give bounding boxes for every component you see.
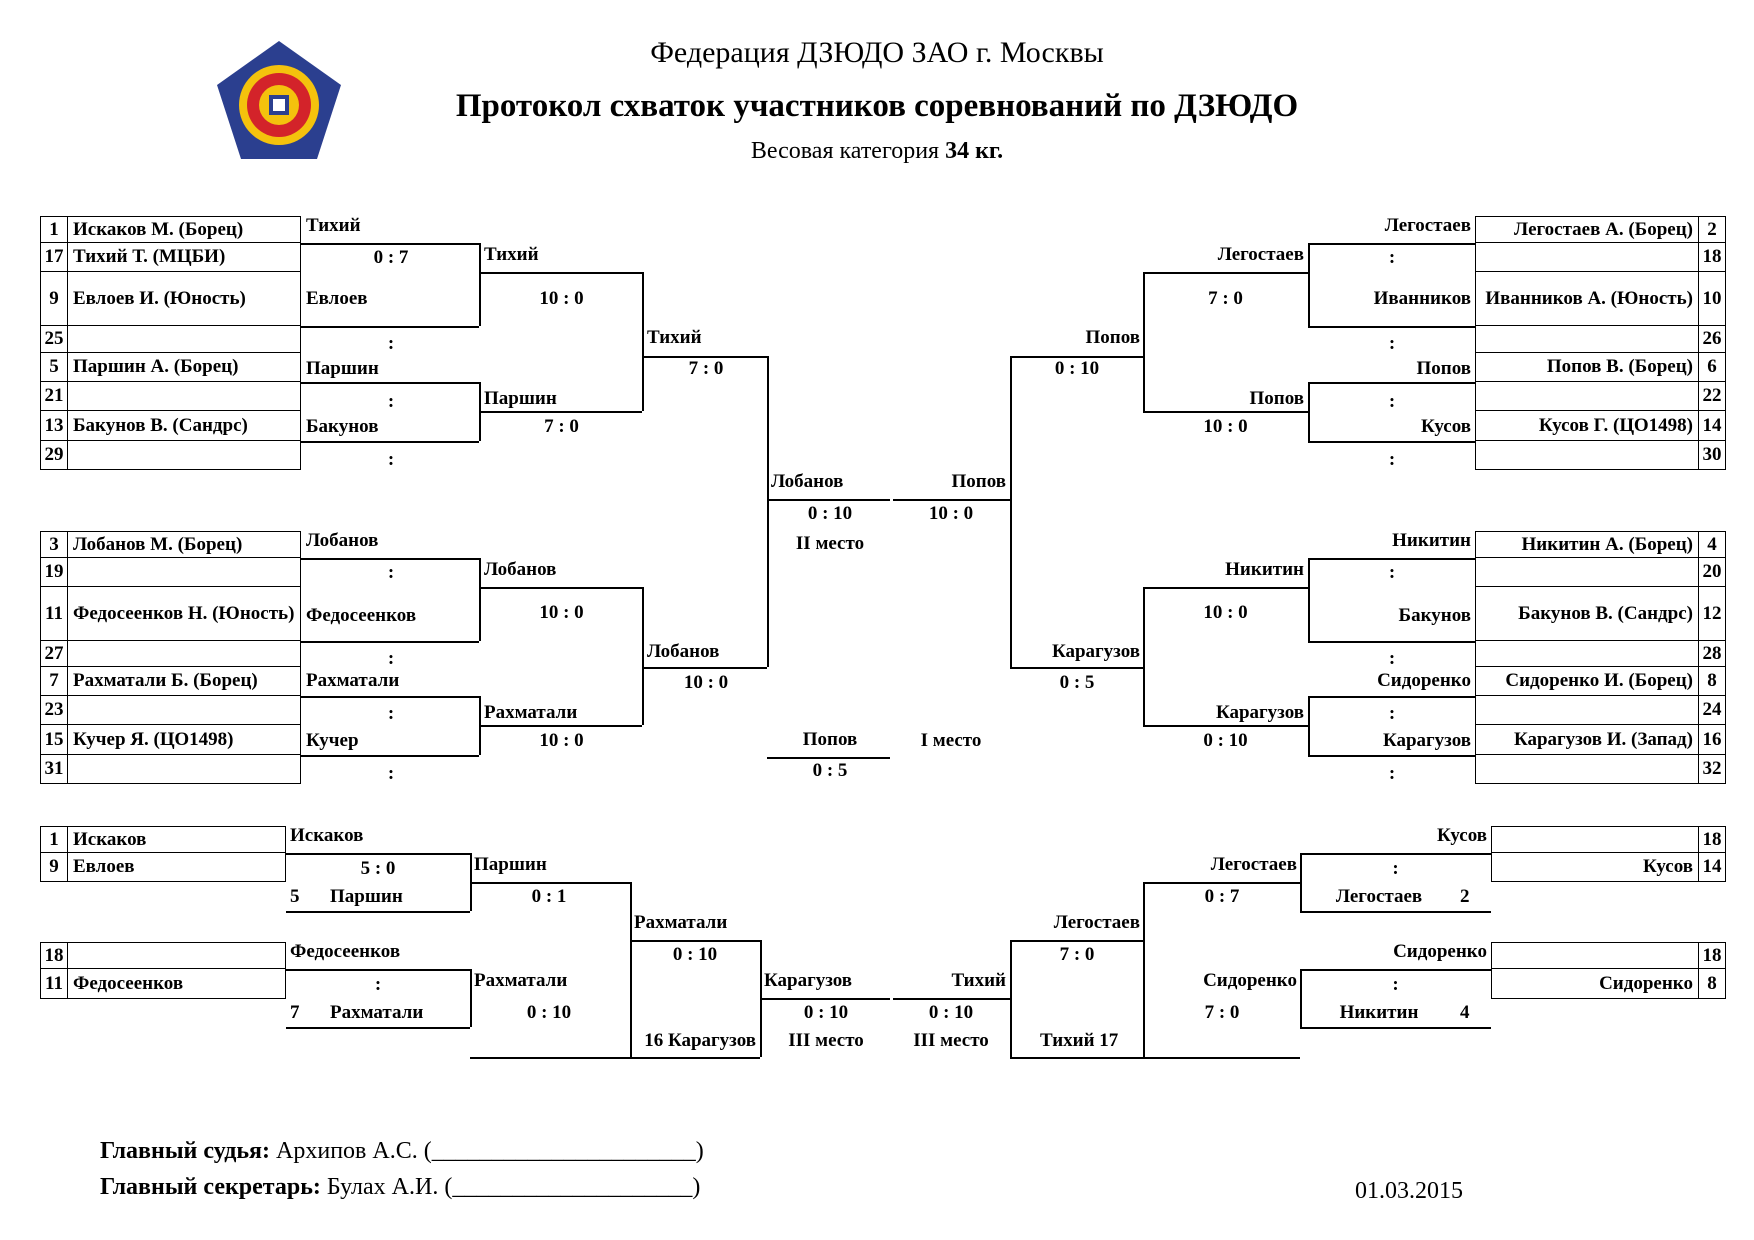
bracket-text: Попов bbox=[1085, 327, 1140, 348]
bracket-text: Кусов bbox=[1437, 825, 1487, 846]
bracket-text: Кучер bbox=[306, 730, 359, 751]
bracket-line bbox=[1143, 725, 1308, 727]
bracket-text: Тихий bbox=[951, 970, 1006, 991]
bracket-text: Кусов bbox=[1421, 416, 1471, 437]
bracket-text: Рахматали bbox=[306, 670, 400, 691]
seed-number: 14 bbox=[1698, 853, 1725, 881]
seed-number: 1 bbox=[41, 217, 68, 242]
seed-number: 18 bbox=[1698, 943, 1725, 968]
seed-number: 28 bbox=[1698, 641, 1725, 666]
participant-name: Кучер Я. (ЦО1498) bbox=[73, 728, 234, 750]
seed-number: 14 bbox=[1698, 411, 1725, 440]
bracket-text: 10 : 0 bbox=[539, 288, 584, 309]
participant-name: Федосеенков bbox=[73, 972, 184, 994]
participant-name: Иванников А. (Юность) bbox=[1485, 287, 1693, 309]
bracket-line bbox=[1300, 1027, 1491, 1029]
seed-number: 16 bbox=[1698, 725, 1725, 754]
bracket-line bbox=[479, 558, 481, 641]
repechage-entry-right bbox=[1491, 969, 1726, 999]
seed-number: 10 bbox=[1698, 272, 1725, 325]
bracket-line bbox=[1143, 587, 1145, 725]
bracket-text: Рахматали bbox=[484, 702, 578, 723]
seed-number: 3 bbox=[41, 532, 68, 557]
bracket-line bbox=[767, 499, 890, 501]
bracket-text: : bbox=[374, 974, 382, 995]
bracket-text: Федосеенков bbox=[290, 941, 401, 962]
bracket-text: : bbox=[1388, 763, 1396, 784]
bracket-line bbox=[479, 411, 642, 413]
seed-number: 30 bbox=[1698, 441, 1725, 469]
bracket-text: 0 : 10 bbox=[672, 944, 718, 965]
bracket-line bbox=[1308, 243, 1475, 245]
bracket-text: Иванников bbox=[1373, 288, 1471, 309]
bracket-text: 0 : 10 bbox=[803, 1002, 849, 1023]
seed-number: 20 bbox=[1698, 558, 1725, 586]
pool-entry-right bbox=[1475, 558, 1726, 587]
bracket-text: : bbox=[387, 648, 395, 669]
pool-entry-left bbox=[40, 641, 301, 667]
seed-number: 19 bbox=[41, 558, 68, 586]
bracket-text: : bbox=[1392, 974, 1399, 995]
participant-name: Кусов Г. (ЦО1498) bbox=[1538, 414, 1693, 436]
seed-number: 11 bbox=[41, 587, 68, 640]
seed-number: 11 bbox=[41, 969, 68, 998]
seed-number: 6 bbox=[1698, 353, 1725, 381]
seed-number: 18 bbox=[41, 943, 68, 968]
bracket-text: 4 bbox=[1460, 1002, 1470, 1023]
participant-name: Тихий Т. (МЦБИ) bbox=[73, 246, 226, 267]
bracket-line bbox=[301, 243, 479, 245]
participant-name: Попов В. (Борец) bbox=[1546, 356, 1693, 377]
bracket-text: 7 : 0 bbox=[688, 358, 724, 379]
bracket-text: Рахматали bbox=[330, 1002, 424, 1023]
bracket-text: : bbox=[1388, 648, 1396, 669]
bracket-line bbox=[1010, 940, 1143, 942]
pool-entry-left bbox=[40, 382, 301, 411]
repechage-entry-left bbox=[40, 969, 286, 999]
participant-name: Евлоев И. (Юность) bbox=[73, 287, 246, 309]
bracket-text: Искаков bbox=[290, 825, 364, 846]
pool-entry-right bbox=[1475, 216, 1726, 243]
pool-entry-right bbox=[1475, 411, 1726, 441]
bracket-text: Рахматали bbox=[474, 970, 568, 991]
bracket-text: II место bbox=[795, 533, 865, 554]
seed-number: 9 bbox=[41, 272, 68, 325]
bracket-text: 7 bbox=[290, 1002, 300, 1023]
participant-name: Рахматали Б. (Борец) bbox=[73, 670, 258, 691]
bracket-text: Легостаев bbox=[1210, 854, 1297, 875]
participant-name: Бакунов В. (Сандрс) bbox=[1518, 602, 1693, 624]
participant-name: Искаков bbox=[73, 828, 147, 850]
seed-number: 12 bbox=[1698, 587, 1725, 640]
participant-name: Паршин А. (Борец) bbox=[73, 356, 239, 377]
pool-entry-right bbox=[1475, 531, 1726, 558]
bracket-text: 10 : 0 bbox=[683, 672, 729, 693]
seed-number: 4 bbox=[1698, 532, 1725, 557]
bracket-line bbox=[1143, 882, 1300, 884]
bracket-line bbox=[1308, 558, 1475, 560]
bracket-line bbox=[1308, 243, 1310, 326]
bracket-line bbox=[1300, 969, 1491, 971]
bracket-text: Тихий bbox=[484, 244, 539, 265]
pool-entry-right bbox=[1475, 272, 1726, 326]
bracket-text: 7 : 0 bbox=[1059, 944, 1095, 965]
bracket-text: 0 : 10 bbox=[1054, 358, 1100, 379]
bracket-text: Никитин bbox=[1392, 530, 1471, 551]
participant-name: Кусов bbox=[1643, 856, 1693, 877]
bracket-line bbox=[1308, 641, 1475, 643]
bracket-text: 10 : 0 bbox=[539, 602, 584, 623]
seed-number: 32 bbox=[1698, 755, 1725, 783]
participant-name: Никитин А. (Борец) bbox=[1521, 533, 1693, 555]
bracket-text: Никитин bbox=[1225, 559, 1304, 580]
bracket-text: Сидоренко bbox=[1377, 670, 1471, 691]
repechage-entry-right bbox=[1491, 942, 1726, 969]
bracket-line bbox=[893, 998, 1010, 1000]
bracket-text: Сидоренко bbox=[1203, 970, 1297, 991]
bracket-text: : bbox=[387, 703, 395, 724]
pool-entry-left bbox=[40, 326, 301, 353]
bracket-line bbox=[1300, 969, 1302, 1027]
seed-number: 31 bbox=[41, 755, 68, 783]
repechage-entry-left bbox=[40, 826, 286, 853]
bracket-text: Попов bbox=[1416, 358, 1471, 379]
pool-entry-right bbox=[1475, 326, 1726, 353]
pool-entry-right bbox=[1475, 725, 1726, 755]
bracket-text: Тихий 17 bbox=[1040, 1030, 1119, 1051]
bracket-text: Карагузов bbox=[1215, 702, 1304, 723]
bracket-text: 0 : 10 bbox=[1203, 730, 1248, 751]
bracket-text: Паршин bbox=[484, 388, 557, 409]
bracket-text: 0 : 1 bbox=[531, 886, 567, 907]
pool-entry-left bbox=[40, 667, 301, 696]
participant-name: Искаков М. (Борец) bbox=[73, 218, 244, 240]
bracket-line bbox=[1308, 441, 1475, 443]
bracket-line bbox=[1308, 382, 1310, 441]
bracket-text: Тихий bbox=[306, 215, 361, 236]
seed-number: 1 bbox=[41, 827, 68, 852]
bracket-line bbox=[630, 940, 760, 942]
pool-entry-left bbox=[40, 696, 301, 725]
seed-number: 27 bbox=[41, 641, 68, 666]
bracket-text: Легостаев bbox=[1335, 886, 1423, 907]
bracket-text: Лобанов bbox=[484, 559, 557, 580]
seed-number: 8 bbox=[1698, 667, 1725, 695]
seed-number: 24 bbox=[1698, 696, 1725, 724]
bracket-line bbox=[1308, 696, 1475, 698]
bracket-text: : bbox=[1388, 247, 1396, 268]
seed-number: 13 bbox=[41, 411, 68, 440]
bracket-text: 10 : 0 bbox=[539, 730, 584, 751]
bracket-text: : bbox=[1388, 703, 1396, 724]
bracket-line bbox=[760, 998, 890, 1000]
participant-name: Сидоренко bbox=[1599, 972, 1693, 994]
bracket-text: : bbox=[387, 449, 395, 470]
bracket-line bbox=[1010, 1057, 1143, 1059]
seed-number: 15 bbox=[41, 725, 68, 754]
bracket-text: Лобанов bbox=[306, 530, 379, 551]
bracket-line bbox=[470, 969, 472, 1027]
pool-entry-left bbox=[40, 216, 301, 243]
bracket-line bbox=[479, 243, 481, 326]
participant-name: Легостаев А. (Борец) bbox=[1514, 218, 1693, 240]
seed-number: 29 bbox=[41, 441, 68, 469]
bracket-text: I место bbox=[920, 730, 982, 751]
bracket-line bbox=[479, 725, 642, 727]
repechage-entry-right bbox=[1491, 853, 1726, 882]
pool-entry-right bbox=[1475, 243, 1726, 272]
bracket-text: 10 : 0 bbox=[928, 503, 974, 524]
bracket-text: Легостаев bbox=[1053, 912, 1140, 933]
bracket-text: 0 : 7 bbox=[373, 247, 409, 268]
seed-number: 23 bbox=[41, 696, 68, 724]
pool-entry-left bbox=[40, 587, 301, 641]
seed-number: 25 bbox=[41, 326, 68, 352]
repechage-entry-right bbox=[1491, 826, 1726, 853]
seed-number: 8 bbox=[1698, 969, 1725, 998]
bracket-line bbox=[286, 853, 470, 855]
bracket-text: 7 : 0 bbox=[544, 416, 579, 437]
bracket-line bbox=[1143, 411, 1308, 413]
pool-entry-right bbox=[1475, 353, 1726, 382]
bracket-text: 10 : 0 bbox=[1203, 416, 1248, 437]
pool-entry-left bbox=[40, 243, 301, 272]
bracket-text: Карагузов bbox=[1382, 730, 1471, 751]
bracket-text: 0 : 10 bbox=[526, 1002, 572, 1023]
bracket-line bbox=[1143, 272, 1308, 274]
protocol-date: 01.03.2015 bbox=[1355, 1178, 1463, 1204]
bracket-text: Легостаев bbox=[1217, 244, 1304, 265]
repechage-entry-left bbox=[40, 853, 286, 882]
pool-entry-right bbox=[1475, 441, 1726, 470]
bracket-line bbox=[301, 755, 479, 757]
bracket-text: 2 bbox=[1460, 886, 1470, 907]
bracket-text: Лобанов bbox=[771, 471, 844, 492]
pool-entry-left bbox=[40, 531, 301, 558]
bracket-line bbox=[479, 587, 642, 589]
bracket-line bbox=[286, 1027, 470, 1029]
bracket-line bbox=[301, 382, 479, 384]
participant-name: Федосеенков Н. (Юность) bbox=[73, 602, 295, 624]
bracket-line bbox=[767, 757, 890, 759]
bracket-text: 0 : 10 bbox=[928, 1002, 974, 1023]
bracket-text: 0 : 7 bbox=[1204, 886, 1240, 907]
pool-entry-left bbox=[40, 441, 301, 470]
bracket-text: 5 bbox=[290, 886, 300, 907]
bracket-line bbox=[301, 326, 479, 328]
federation-emblem-icon bbox=[214, 38, 344, 163]
bracket-text: Попов bbox=[951, 471, 1006, 492]
bracket-text: : bbox=[1388, 449, 1396, 470]
bracket-text: Попов bbox=[802, 729, 858, 750]
bracket-line bbox=[642, 667, 767, 669]
weight-category: Весовая категория 34 кг. bbox=[750, 138, 1004, 164]
seed-number: 9 bbox=[41, 853, 68, 881]
bracket-text: Карагузов bbox=[764, 970, 853, 991]
bracket-text: Лобанов bbox=[647, 641, 720, 662]
bracket-line bbox=[286, 911, 470, 913]
bracket-line bbox=[1143, 1057, 1300, 1059]
seed-number: 5 bbox=[41, 353, 68, 381]
bracket-text: : bbox=[1388, 562, 1396, 583]
bracket-text: 7 : 0 bbox=[1204, 1002, 1240, 1023]
bracket-text: Рахматали bbox=[634, 912, 728, 933]
bracket-line bbox=[1308, 326, 1475, 328]
bracket-text: Бакунов bbox=[306, 416, 379, 437]
repechage-entry-left bbox=[40, 942, 286, 969]
bracket-line bbox=[470, 1057, 630, 1059]
participant-name: Сидоренко И. (Борец) bbox=[1505, 670, 1693, 691]
bracket-text: Никитин bbox=[1339, 1002, 1419, 1023]
bracket-text: 0 : 5 bbox=[812, 760, 848, 781]
pool-entry-left bbox=[40, 272, 301, 326]
pool-entry-left bbox=[40, 353, 301, 382]
bracket-line bbox=[479, 272, 642, 274]
bracket-text: : bbox=[1392, 858, 1399, 879]
bracket-line bbox=[301, 441, 479, 443]
bracket-line bbox=[642, 587, 644, 725]
bracket-line bbox=[1010, 940, 1012, 1057]
seed-number: 22 bbox=[1698, 382, 1725, 410]
bracket-text: Евлоев bbox=[306, 288, 368, 309]
bracket-line bbox=[1300, 911, 1491, 913]
bracket-text: Легостаев bbox=[1384, 215, 1471, 236]
bracket-line bbox=[301, 558, 479, 560]
bracket-line bbox=[630, 1057, 760, 1059]
bracket-text: : bbox=[387, 391, 395, 412]
bracket-line bbox=[286, 969, 470, 971]
bracket-text: Паршин bbox=[474, 854, 547, 875]
bracket-text: Паршин bbox=[306, 358, 379, 379]
bracket-text: Попов bbox=[1249, 388, 1304, 409]
bracket-text: III место bbox=[788, 1030, 864, 1051]
bracket-line bbox=[1308, 558, 1310, 641]
bracket-text: 10 : 0 bbox=[1203, 602, 1248, 623]
bracket-text: 7 : 0 bbox=[1208, 288, 1243, 309]
seed-number: 18 bbox=[1698, 243, 1725, 271]
bracket-text: Бакунов bbox=[1398, 605, 1471, 626]
participant-name: Бакунов В. (Сандрс) bbox=[73, 414, 248, 436]
bracket-line bbox=[1143, 272, 1145, 411]
bracket-line bbox=[1010, 356, 1012, 667]
seed-number: 18 bbox=[1698, 827, 1725, 852]
seed-number: 21 bbox=[41, 382, 68, 410]
pool-entry-right bbox=[1475, 755, 1726, 784]
pool-entry-left bbox=[40, 558, 301, 587]
participant-name: Евлоев bbox=[73, 856, 135, 877]
bracket-line bbox=[642, 272, 644, 411]
pool-entry-left bbox=[40, 755, 301, 784]
bracket-line bbox=[1300, 853, 1302, 911]
bracket-text: Сидоренко bbox=[1393, 941, 1487, 962]
bracket-text: Карагузов bbox=[1051, 641, 1140, 662]
bracket-line bbox=[1308, 382, 1475, 384]
bracket-line bbox=[1010, 667, 1143, 669]
bracket-line bbox=[1308, 696, 1310, 755]
participant-name: Карагузов И. (Запад) bbox=[1513, 728, 1693, 750]
federation-title: Федерация ДЗЮДО ЗАО г. Москвы bbox=[650, 36, 1104, 69]
pool-entry-right bbox=[1475, 696, 1726, 725]
bracket-text: Паршин bbox=[330, 886, 403, 907]
bracket-text: Федосеенков bbox=[306, 605, 417, 626]
pool-entry-left bbox=[40, 411, 301, 441]
bracket-text: 16 Карагузов bbox=[644, 1030, 756, 1051]
bracket-line bbox=[893, 499, 1010, 501]
bracket-text: : bbox=[387, 763, 395, 784]
pool-entry-right bbox=[1475, 667, 1726, 696]
bracket-text: : bbox=[1388, 333, 1396, 354]
bracket-text: Тихий bbox=[647, 327, 702, 348]
bracket-text: : bbox=[387, 562, 395, 583]
chief-judge: Главный судья: Архипов А.С. (______________________) bbox=[100, 1138, 704, 1164]
bracket-text: 0 : 10 bbox=[807, 503, 853, 524]
bracket-line bbox=[470, 882, 630, 884]
pool-entry-left bbox=[40, 725, 301, 755]
chief-secretary: Главный секретарь: Булах А.И. (____________________) bbox=[100, 1174, 701, 1200]
bracket-line bbox=[1308, 755, 1475, 757]
seed-number: 2 bbox=[1698, 217, 1725, 242]
bracket-line bbox=[1143, 587, 1308, 589]
pool-entry-right bbox=[1475, 587, 1726, 641]
seed-number: 17 bbox=[41, 243, 68, 271]
seed-number: 7 bbox=[41, 667, 68, 695]
bracket-text: 5 : 0 bbox=[360, 858, 396, 879]
bracket-line bbox=[301, 696, 479, 698]
bracket-text: : bbox=[387, 333, 395, 354]
participant-name: Лобанов М. (Борец) bbox=[73, 533, 243, 555]
protocol-title: Протокол схваток участников соревнований по ДЗЮДО bbox=[455, 88, 1299, 124]
bracket-text: 0 : 5 bbox=[1059, 672, 1095, 693]
bracket-text: III место bbox=[913, 1030, 989, 1051]
pool-entry-right bbox=[1475, 641, 1726, 667]
seed-number: 26 bbox=[1698, 326, 1725, 352]
pool-entry-right bbox=[1475, 382, 1726, 411]
bracket-line bbox=[1300, 853, 1491, 855]
bracket-line bbox=[767, 356, 769, 667]
bracket-text: : bbox=[1388, 391, 1396, 412]
bracket-line bbox=[301, 641, 479, 643]
